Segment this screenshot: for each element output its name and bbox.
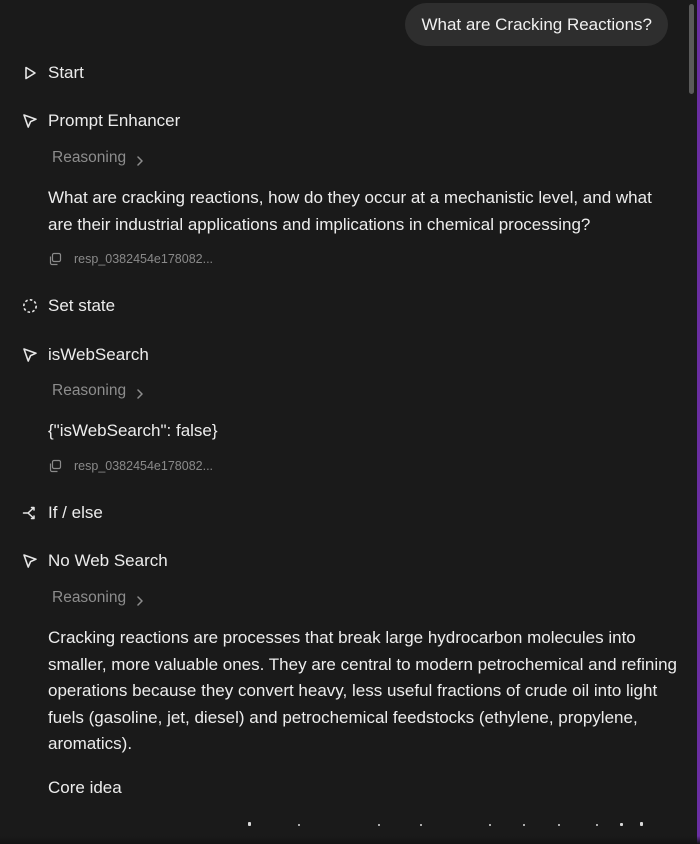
chevron-right-icon [136,386,144,396]
agent-cursor-icon [22,553,38,569]
copy-icon[interactable] [48,252,62,266]
step-if-else[interactable] [22,501,103,525]
chevron-right-icon [136,593,144,603]
step-title: If / else [48,503,103,522]
reasoning-toggle-no-web-search[interactable] [52,588,144,608]
step-title: No Web Search [48,551,168,570]
step-no-web-search[interactable] [22,549,168,573]
step-title: Start [48,63,84,82]
response-id-text: resp_0382454e178082... [74,459,214,473]
reasoning-label: Reasoning [52,589,127,606]
step-output-is-web-search: {"isWebSearch": false} [48,421,218,440]
step-output-prompt-enhancer: What are cracking reactions, how do they occur at a mechanistic level, and what are their industrial applications and implications in chemical processing? [48,188,652,234]
scrollbar-thumb[interactable] [689,4,694,94]
user-message-bubble: What are Cracking Reactions? [405,3,668,46]
reasoning-label: Reasoning [52,382,127,399]
response-id-text: resp_0382454e178082... [74,252,214,266]
agent-cursor-icon [22,113,38,129]
step-set-state[interactable] [22,294,115,318]
chevron-right-icon [136,153,144,163]
reasoning-toggle-prompt-enhancer[interactable] [52,148,144,168]
step-is-web-search[interactable] [22,343,149,367]
section-subheading: Core idea [48,778,122,797]
step-title: Set state [48,296,116,315]
dashed-circle-icon [22,298,38,314]
step-start[interactable] [22,61,84,85]
bottom-fade [0,836,700,844]
step-title: isWebSearch [48,345,149,364]
reasoning-label: Reasoning [52,149,127,166]
truncated-text-line [48,820,648,830]
step-output-no-web-search: Cracking reactions are processes that break large hydrocarbon molecules into smaller, more valuable ones. They are central to modern petrochemical and refining operations because they convert heavy, less useful fractions of crude oil into light fuels (gasoline, jet, diesel) and petrochemical feedstocks (ethylene, propylene, aromatics). [48,628,678,753]
response-id-prompt-enhancer[interactable] [48,250,213,268]
agent-cursor-icon [22,347,38,363]
play-icon [22,65,38,81]
step-title: Prompt Enhancer [48,111,181,130]
reasoning-toggle-is-web-search[interactable] [52,381,144,401]
branch-icon [22,505,38,521]
step-prompt-enhancer[interactable] [22,109,180,133]
copy-icon[interactable] [48,459,62,473]
response-id-is-web-search[interactable] [48,457,213,475]
